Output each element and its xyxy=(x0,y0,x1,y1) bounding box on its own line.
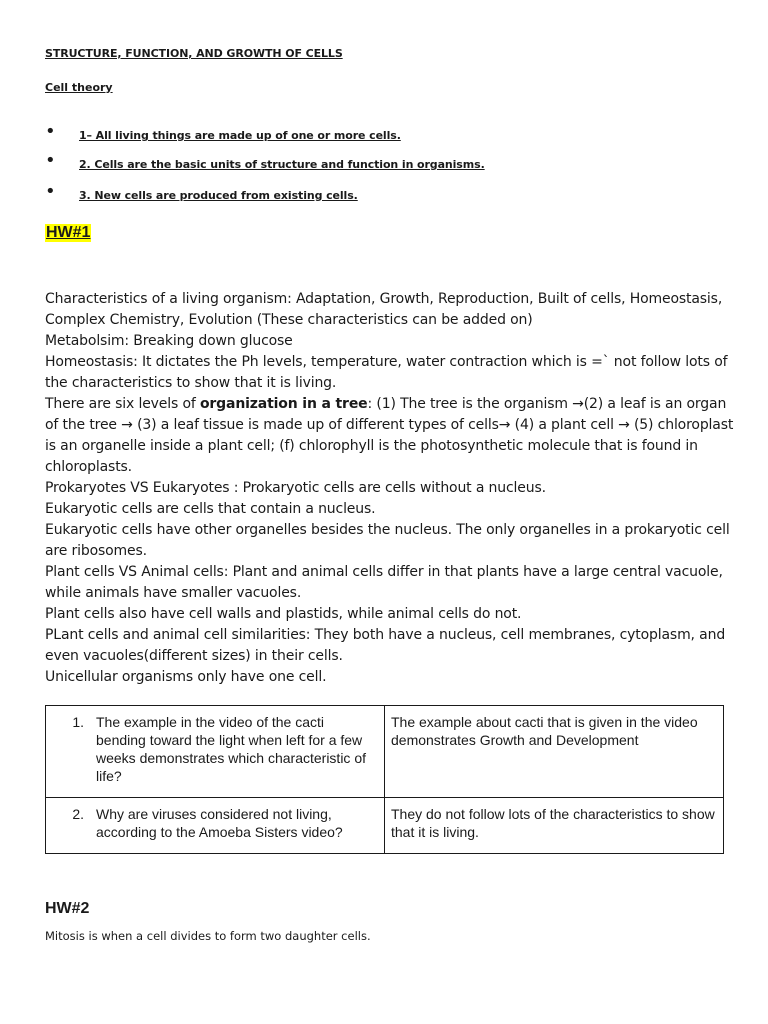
bullet-text: 1– All living things are made up of one or more cells. xyxy=(79,129,401,142)
bullet-text: 3. New cells are produced from existing cells. xyxy=(79,189,358,202)
levels-paragraph xyxy=(45,394,735,478)
question-number: 2. xyxy=(72,806,84,822)
paragraph: Plant cells also have cell walls and plastids, while animal cells do not. xyxy=(45,606,522,622)
levels-bold: organization in a tree xyxy=(199,396,368,412)
levels-suffix: : (1) The tree is the organism →(2) a leaf is an organ of the tree → (3) a leaf tissue is made up of different types of cells→ (4) a plant cell → (5) chloroplast is an organelle inside a plant cell; (f) chlorophyll is the photosynthetic molecule that is found in chloroplasts. xyxy=(45,396,734,475)
hw2-text: Mitosis is when a cell divides to form two daughter cells. xyxy=(45,929,371,943)
paragraph: Prokaryotes VS Eukaryotes : Prokaryotic cells are cells without a nucleus. xyxy=(45,480,546,496)
question-cell xyxy=(46,798,385,854)
hw1-heading: HW#1 xyxy=(46,224,91,241)
bullet-item xyxy=(45,150,725,175)
hw1-notes xyxy=(45,289,735,688)
table-row xyxy=(46,798,724,854)
paragraph: Metabolsim: Breaking down glucose xyxy=(45,333,293,349)
question-text: The example in the video of the cacti bending toward the light when left for a few weeks demonstrates which characteristic of life? xyxy=(96,714,366,784)
bullet-text: 2. Cells are the basic units of structure and function in organisms. xyxy=(79,158,485,171)
bullet-icon: • xyxy=(45,121,56,142)
document-title: STRUCTURE, FUNCTION, AND GROWTH OF CELLS xyxy=(45,47,343,60)
paragraph: Eukaryotic cells have other organelles besides the nucleus. The only organelles in a prokaryotic cell are ribosomes. xyxy=(45,522,730,559)
bullet-icon: • xyxy=(45,181,56,202)
paragraph: Characteristics of a living organism: Adaptation, Growth, Reproduction, Built of cells, Homeostasis, Complex Chemistry, Evolution (These characteristics can be added on) xyxy=(45,291,723,328)
paragraph: Unicellular organisms only have one cell. xyxy=(45,669,327,685)
paragraph: Eukaryotic cells are cells that contain a nucleus. xyxy=(45,501,376,517)
bullet-item xyxy=(45,121,725,146)
question-table xyxy=(45,705,724,854)
paragraph: PLant cells and animal cell similarities: They both have a nucleus, cell membranes, cytoplasm, and even vacuoles(different sizes) in their cells. xyxy=(45,627,726,664)
cell-theory-heading: Cell theory xyxy=(45,81,113,94)
bullet-item xyxy=(45,181,725,206)
table-row xyxy=(46,706,724,798)
answer-cell: They do not follow lots of the characteristics to show that it is living. xyxy=(385,798,724,854)
question-text: Why are viruses considered not living, according to the Amoeba Sisters video? xyxy=(96,806,343,840)
question-number: 1. xyxy=(72,714,84,730)
levels-prefix: There are six levels of xyxy=(45,396,200,412)
question-cell xyxy=(46,706,385,798)
answer-cell: The example about cacti that is given in the video demonstrates Growth and Development xyxy=(385,706,724,798)
paragraph: Plant cells VS Animal cells: Plant and animal cells differ in that plants have a large central vacuole, while animals have smaller vacuoles. xyxy=(45,564,723,601)
bullet-icon: • xyxy=(45,150,56,171)
paragraph: Homeostasis: It dictates the Ph levels, temperature, water contraction which is =` not follow lots of the characteristics to show that it is living. xyxy=(45,354,728,391)
hw2-heading: HW#2 xyxy=(45,900,90,917)
